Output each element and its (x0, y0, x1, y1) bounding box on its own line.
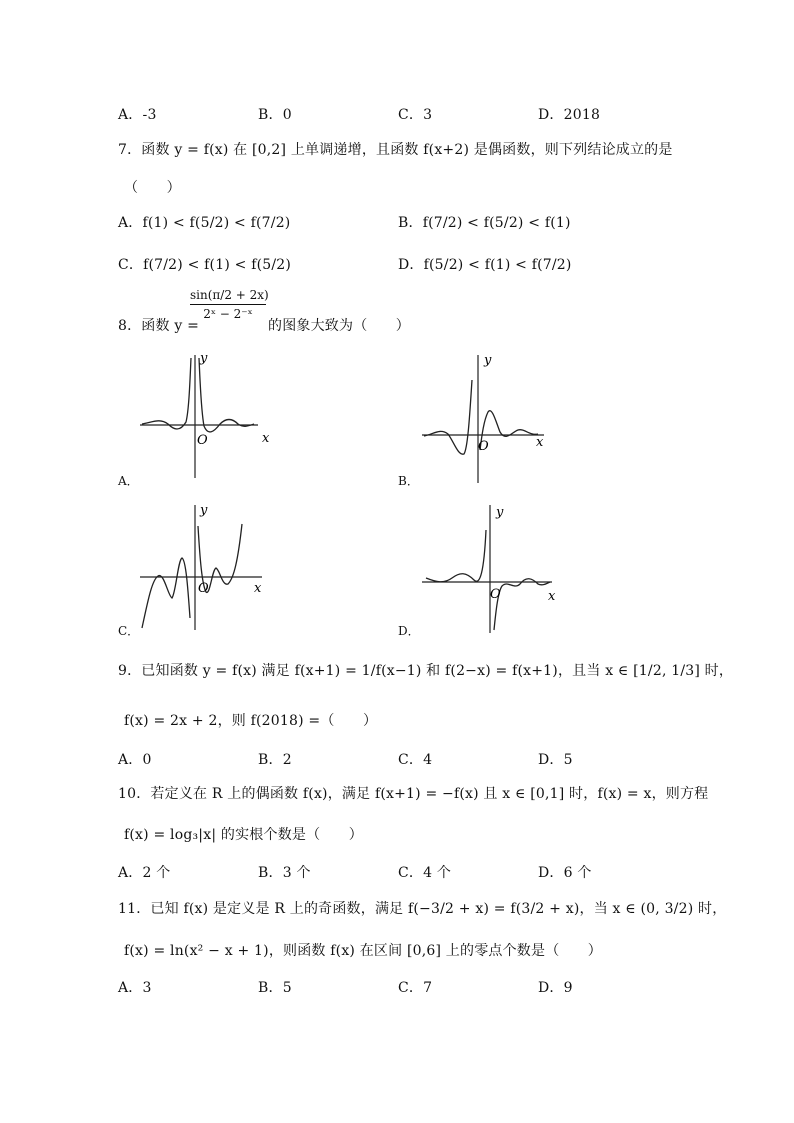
y-axis-label: y (484, 353, 492, 368)
q7-option-b[interactable]: B．f(7/2) < f(5/2) < f(1) (398, 215, 571, 231)
x-axis-label: x (536, 435, 544, 450)
q9-option-d[interactable]: D．5 (538, 752, 573, 768)
q10-option-c[interactable]: C．4 个 (398, 865, 452, 881)
q8-stem-suffix: 的图象大致为（ ） (268, 318, 410, 334)
q11-option-c[interactable]: C．7 (398, 980, 433, 996)
q10-option-a[interactable]: A．2 个 (118, 865, 171, 881)
y-axis-label: y (200, 503, 208, 518)
q11-options (118, 977, 678, 997)
q9-option-a[interactable]: A．0 (118, 752, 152, 768)
q8-fraction (190, 288, 269, 321)
q7-option-a[interactable]: A．f(1) < f(5/2) < f(7/2) (118, 215, 291, 231)
graph-d-label: D． (398, 624, 420, 638)
q11-option-a[interactable]: A．3 (118, 980, 152, 996)
q6-options (118, 104, 678, 124)
origin-label: O (490, 587, 501, 602)
q9-option-b[interactable]: B．2 (258, 752, 292, 768)
x-axis-label: x (548, 589, 556, 604)
x-axis-label: x (254, 581, 262, 596)
q8-denominator: 2ˣ − 2⁻ˣ (203, 307, 253, 321)
origin-label: O (197, 433, 208, 448)
q7-paren: （ ） (124, 180, 181, 196)
q6-option-b[interactable]: B．0 (258, 107, 292, 123)
graph-d[interactable] (420, 500, 560, 635)
q6-option-d[interactable]: D．2018 (538, 107, 601, 123)
q9-options (118, 749, 678, 769)
y-axis-label: y (200, 351, 208, 366)
q10-option-d[interactable]: D．6 个 (538, 865, 592, 881)
origin-label: O (198, 581, 209, 596)
q9-option-c[interactable]: C．4 (398, 752, 433, 768)
q8-numerator: sin(π/2 + 2x) (190, 288, 269, 302)
q8-stem-prefix: 8．函数 y = (118, 318, 200, 334)
q7-option-d[interactable]: D．f(5/2) < f(1) < f(7/2) (398, 257, 572, 273)
q7-stem: 7．函数 y = f(x) 在 [0,2] 上单调递增，且函数 f(x+2) 是偶函数，则下列结论成立的是 (118, 142, 673, 158)
q11-line2: f(x) = ln(x² − x + 1)，则函数 f(x) 在区间 [0,6] 上的零点个数是（ ） (124, 943, 603, 959)
q11-option-d[interactable]: D．9 (538, 980, 573, 996)
q11-line1: 11．已知 f(x) 是定义是 R 上的奇函数，满足 f(−3/2 + x) = f(3/2 + x)，当 x ∈ (0, 3/2) 时， (118, 901, 727, 917)
q10-option-b[interactable]: B．3 个 (258, 865, 311, 881)
graph-a[interactable] (138, 350, 268, 480)
graph-c-label: C． (118, 624, 140, 638)
x-axis-label: x (262, 431, 270, 446)
origin-label: O (478, 439, 489, 454)
q6-option-c[interactable]: C．3 (398, 107, 433, 123)
q9-line2: f(x) = 2x + 2，则 f(2018) =（ ） (124, 713, 378, 729)
q9-line1: 9．已知函数 y = f(x) 满足 f(x+1) = 1/f(x−1) 和 f(2−x) = f(x+1)，且当 x ∈ [1/2, 1/3] 时， (118, 663, 734, 679)
q11-option-b[interactable]: B．5 (258, 980, 292, 996)
q6-option-a[interactable]: A．-3 (118, 107, 157, 123)
q10-options (118, 862, 678, 882)
graph-b-label: B． (398, 474, 419, 488)
q10-line1: 10．若定义在 R 上的偶函数 f(x)，满足 f(x+1) = −f(x) 且 x ∈ [0,1] 时，f(x) = x，则方程 (118, 786, 709, 802)
q7-option-c[interactable]: C．f(7/2) < f(1) < f(5/2) (118, 257, 292, 273)
graph-c[interactable] (138, 500, 268, 630)
graph-b[interactable] (420, 350, 555, 485)
q10-line2: f(x) = log₃|x| 的实根个数是（ ） (124, 827, 363, 843)
graph-a-label: A． (118, 474, 139, 488)
y-axis-label: y (496, 505, 504, 520)
